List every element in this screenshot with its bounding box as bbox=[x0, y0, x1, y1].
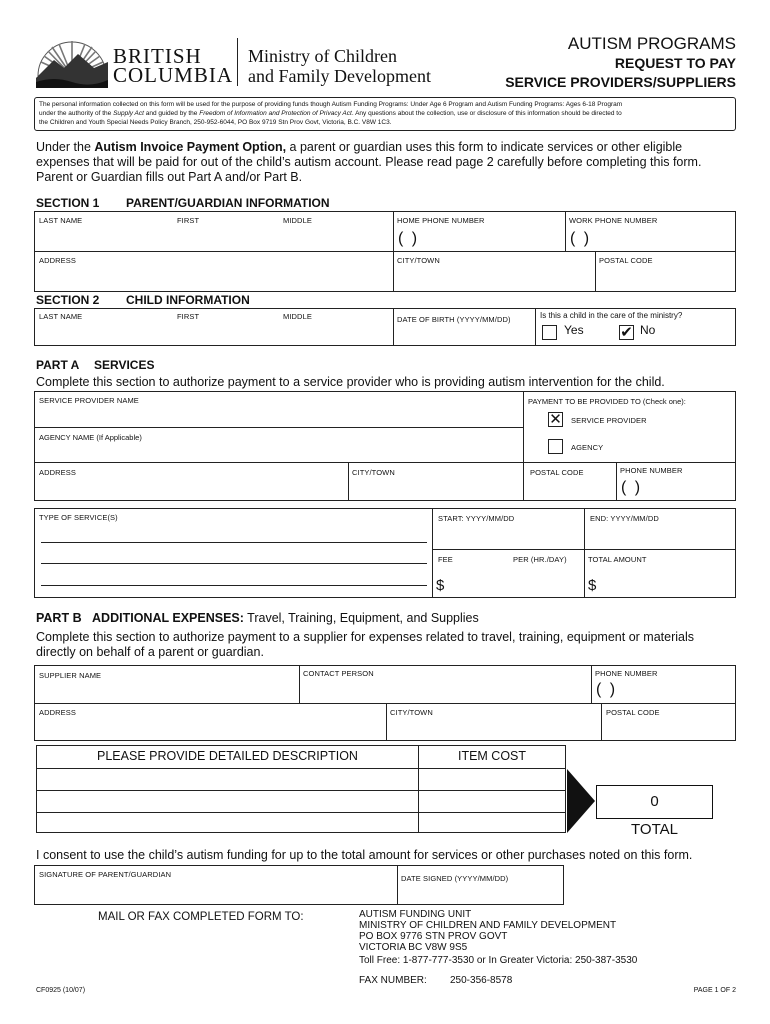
provider-postal-label: POSTAL CODE bbox=[530, 468, 584, 477]
supplier-contact-field[interactable] bbox=[300, 666, 590, 702]
intro-text: Under the Autism Invoice Payment Option, a parent or guardian uses this form to indicate services or other eligible expenses that will be paid for out of the child’s autism account. Please read page 2 carefully before completing this form. Parent or Guardian fills out Part A and/or Part B. bbox=[36, 140, 702, 184]
parent-last-name-label: LAST NAME bbox=[39, 216, 83, 225]
total-arrow-icon bbox=[567, 769, 597, 833]
partB-subtitle: Travel, Training, Equipment, and Supplies bbox=[243, 611, 479, 625]
mail-line3: PO BOX 9776 STN PROV GOVT bbox=[359, 931, 508, 942]
payment-agency-label: AGENCY bbox=[571, 443, 604, 452]
provider-name-label: SERVICE PROVIDER NAME bbox=[39, 396, 139, 405]
payment-to-label: PAYMENT TO BE PROVIDED TO (Check one): bbox=[528, 397, 686, 406]
item-cost-2[interactable] bbox=[419, 791, 565, 811]
service-start-field[interactable] bbox=[433, 509, 583, 548]
mail-label: MAIL OR FAX COMPLETED FORM TO: bbox=[98, 911, 304, 923]
form-title-request: REQUEST TO PAY bbox=[614, 55, 736, 71]
home-phone-field[interactable] bbox=[394, 212, 564, 250]
child-middle-label: MIDDLE bbox=[283, 312, 312, 321]
item-description-1[interactable] bbox=[37, 769, 417, 789]
supplier-city-label: CITY/TOWN bbox=[390, 708, 433, 717]
service-end-label: END: YYYY/MM/DD bbox=[590, 514, 659, 523]
ministry-line1: Ministry of Children bbox=[248, 46, 397, 66]
service-line-2 bbox=[41, 563, 427, 564]
partB-heading bbox=[36, 611, 479, 625]
signature-label: SIGNATURE OF PARENT/GUARDIAN bbox=[39, 870, 172, 879]
supplier-postal-field[interactable] bbox=[602, 704, 735, 740]
service-line-3 bbox=[41, 585, 427, 586]
child-dob-label: DATE OF BIRTH (YYYY/MM/DD) bbox=[397, 315, 511, 324]
supplier-postal-label: POSTAL CODE bbox=[606, 708, 660, 717]
supplier-contact-label: CONTACT PERSON bbox=[303, 669, 374, 678]
section1-title: PARENT/GUARDIAN INFORMATION bbox=[126, 196, 330, 210]
total-amount-box[interactable] bbox=[596, 785, 713, 819]
type-of-service-label: TYPE OF SERVICE(S) bbox=[39, 513, 118, 522]
service-start-label: START: YYYY/MM/DD bbox=[438, 514, 515, 523]
service-fee-field[interactable] bbox=[433, 550, 583, 597]
parent-postal-field[interactable] bbox=[596, 252, 735, 291]
item-cost-3[interactable] bbox=[419, 813, 565, 832]
parent-last-name-field[interactable] bbox=[35, 212, 392, 250]
child-last-name-label: LAST NAME bbox=[39, 312, 83, 321]
supplier-name-field[interactable] bbox=[35, 666, 298, 702]
partA-label: PART A bbox=[36, 358, 80, 372]
logo-divider bbox=[237, 38, 238, 86]
mail-line4: VICTORIA BC V8W 9S5 bbox=[359, 942, 468, 953]
agency-name-label: AGENCY NAME (If Applicable) bbox=[39, 433, 142, 442]
fax-number: 250-356-8578 bbox=[450, 975, 513, 986]
child-first-label: FIRST bbox=[177, 312, 200, 321]
partB-label: PART B bbox=[36, 611, 82, 625]
parent-address-label: ADDRESS bbox=[39, 256, 76, 265]
logo-text-columbia: COLUMBIA bbox=[113, 63, 234, 87]
partA-title: SERVICES bbox=[94, 358, 155, 372]
provider-address-label: ADDRESS bbox=[39, 468, 76, 477]
section1-number: SECTION 1 bbox=[36, 196, 100, 210]
parent-city-field[interactable] bbox=[394, 252, 594, 291]
item-description-2[interactable] bbox=[37, 791, 417, 811]
item-description-3[interactable] bbox=[37, 813, 417, 832]
supplier-phone-field[interactable] bbox=[592, 666, 735, 702]
mail-line2: MINISTRY OF CHILDREN AND FAMILY DEVELOPMENT bbox=[359, 920, 617, 931]
form-title-providers: SERVICE PROVIDERS/SUPPLIERS bbox=[505, 74, 736, 90]
care-question: Is this a child in the care of the ministry? bbox=[540, 311, 683, 320]
provider-city-label: CITY/TOWN bbox=[352, 468, 395, 477]
parent-postal-label: POSTAL CODE bbox=[599, 256, 653, 265]
mail-line5: Toll Free: 1-877-777-3530 or In Greater Victoria: 250-387-3530 bbox=[359, 955, 638, 966]
home-phone-label: HOME PHONE NUMBER bbox=[397, 216, 485, 225]
total-amount-value: 0 bbox=[650, 793, 659, 810]
section2-number: SECTION 2 bbox=[36, 293, 100, 307]
type-of-service-field[interactable] bbox=[35, 509, 431, 597]
supplier-phone-label: PHONE NUMBER bbox=[595, 669, 658, 678]
supplier-phone-area-code: ( ) bbox=[596, 681, 618, 698]
child-name-field[interactable] bbox=[35, 309, 392, 345]
item-cost-header: ITEM COST bbox=[457, 749, 527, 763]
partB-title: ADDITIONAL EXPENSES: bbox=[92, 611, 244, 625]
form-title-programs: AUTISM PROGRAMS bbox=[567, 34, 736, 53]
service-end-field[interactable] bbox=[585, 509, 735, 548]
bc-sun-mountain-icon bbox=[34, 36, 110, 90]
work-phone-field[interactable] bbox=[566, 212, 735, 250]
fax-label: FAX NUMBER: bbox=[359, 975, 427, 986]
mail-address bbox=[359, 909, 637, 966]
service-fee-dollar: $ bbox=[436, 577, 445, 594]
privacy-line2: under the authority of the Supply Act and guided by the Freedom of Information and Protection of Privacy Act. Any questions about the collection, use or disclosure of this information should be directed to bbox=[39, 110, 622, 117]
provider-postal-field[interactable] bbox=[524, 463, 615, 500]
bc-logo bbox=[34, 36, 110, 90]
work-phone-label: WORK PHONE NUMBER bbox=[569, 216, 658, 225]
privacy-line1: The personal information collected on this form will be used for the purpose of providing funds though Autism Funding Programs: Under Age 6 Program and Autism Funding Programs: Ages 6-18 Program bbox=[39, 101, 623, 108]
privacy-notice bbox=[34, 97, 736, 131]
supplier-city-field[interactable] bbox=[387, 704, 600, 740]
payment-agency-checkbox[interactable] bbox=[548, 439, 563, 454]
provider-phone-area-code: ( ) bbox=[621, 479, 643, 496]
service-per-label: PER (HR./DAY) bbox=[513, 555, 567, 564]
ministry-line2: and Family Development bbox=[248, 66, 431, 86]
form-id: CF0925 (10/07) bbox=[36, 987, 86, 994]
section2-title: CHILD INFORMATION bbox=[126, 293, 250, 307]
privacy-line3: the Children and Youth Special Needs Policy Branch, 250-952-6044, PO Box 9719 Stn Prov Govt, Victoria, B.C. V8W 1C3. bbox=[39, 119, 392, 126]
mail-line1: AUTISM FUNDING UNIT bbox=[359, 909, 472, 920]
provider-phone-field[interactable] bbox=[617, 463, 735, 500]
partB-description: Complete this section to authorize payment to a supplier for expenses related to travel, training, equipment or materials directly on behalf of a parent or guardian. bbox=[36, 630, 694, 659]
agency-name-field[interactable] bbox=[35, 428, 522, 461]
checkmark-icon: ✔ bbox=[620, 324, 633, 341]
total-label: TOTAL bbox=[631, 821, 678, 838]
date-signed-field[interactable] bbox=[398, 866, 563, 904]
work-phone-area-code: ( ) bbox=[570, 230, 592, 247]
supplier-address-label: ADDRESS bbox=[39, 708, 76, 717]
care-yes-label: Yes bbox=[564, 323, 584, 337]
page-number: PAGE 1 OF 2 bbox=[693, 987, 736, 994]
care-no-label: No bbox=[640, 323, 656, 337]
item-cost-1[interactable] bbox=[419, 769, 565, 789]
parent-middle-label: MIDDLE bbox=[283, 216, 312, 225]
payment-provider-label: SERVICE PROVIDER bbox=[571, 416, 647, 425]
parent-address-field[interactable] bbox=[35, 252, 392, 291]
care-no-checkbox[interactable] bbox=[619, 325, 634, 340]
parent-first-label: FIRST bbox=[177, 216, 200, 225]
care-yes-checkbox[interactable] bbox=[542, 325, 557, 340]
partA-description: Complete this section to authorize payment to a service provider who is providing autism intervention for the child. bbox=[36, 375, 665, 389]
service-total-field[interactable] bbox=[585, 550, 735, 597]
service-line-1 bbox=[41, 542, 427, 543]
provider-name-field[interactable] bbox=[35, 392, 522, 426]
parent-city-label: CITY/TOWN bbox=[397, 256, 440, 265]
x-mark-icon: ✕ bbox=[549, 411, 562, 428]
service-total-dollar: $ bbox=[588, 577, 597, 594]
provider-phone-label: PHONE NUMBER bbox=[620, 466, 683, 475]
home-phone-area-code: ( ) bbox=[398, 230, 420, 247]
date-signed-label: DATE SIGNED (YYYY/MM/DD) bbox=[401, 874, 509, 883]
payment-provider-checkbox[interactable] bbox=[548, 412, 563, 427]
provider-city-field[interactable] bbox=[349, 463, 522, 500]
description-header: PLEASE PROVIDE DETAILED DESCRIPTION bbox=[97, 749, 358, 763]
supplier-address-field[interactable] bbox=[35, 704, 385, 740]
service-fee-label: FEE bbox=[438, 555, 453, 564]
service-total-label: TOTAL AMOUNT bbox=[588, 555, 647, 564]
logo-text-british: BRITISH bbox=[113, 44, 202, 68]
child-dob-field[interactable] bbox=[394, 309, 534, 345]
signature-field[interactable] bbox=[35, 866, 396, 904]
consent-text: I consent to use the child’s autism funding for up to the total amount for services or other purchases noted on this form. bbox=[36, 848, 693, 862]
provider-address-field[interactable] bbox=[35, 463, 347, 500]
supplier-name-label: SUPPLIER NAME bbox=[39, 671, 102, 680]
